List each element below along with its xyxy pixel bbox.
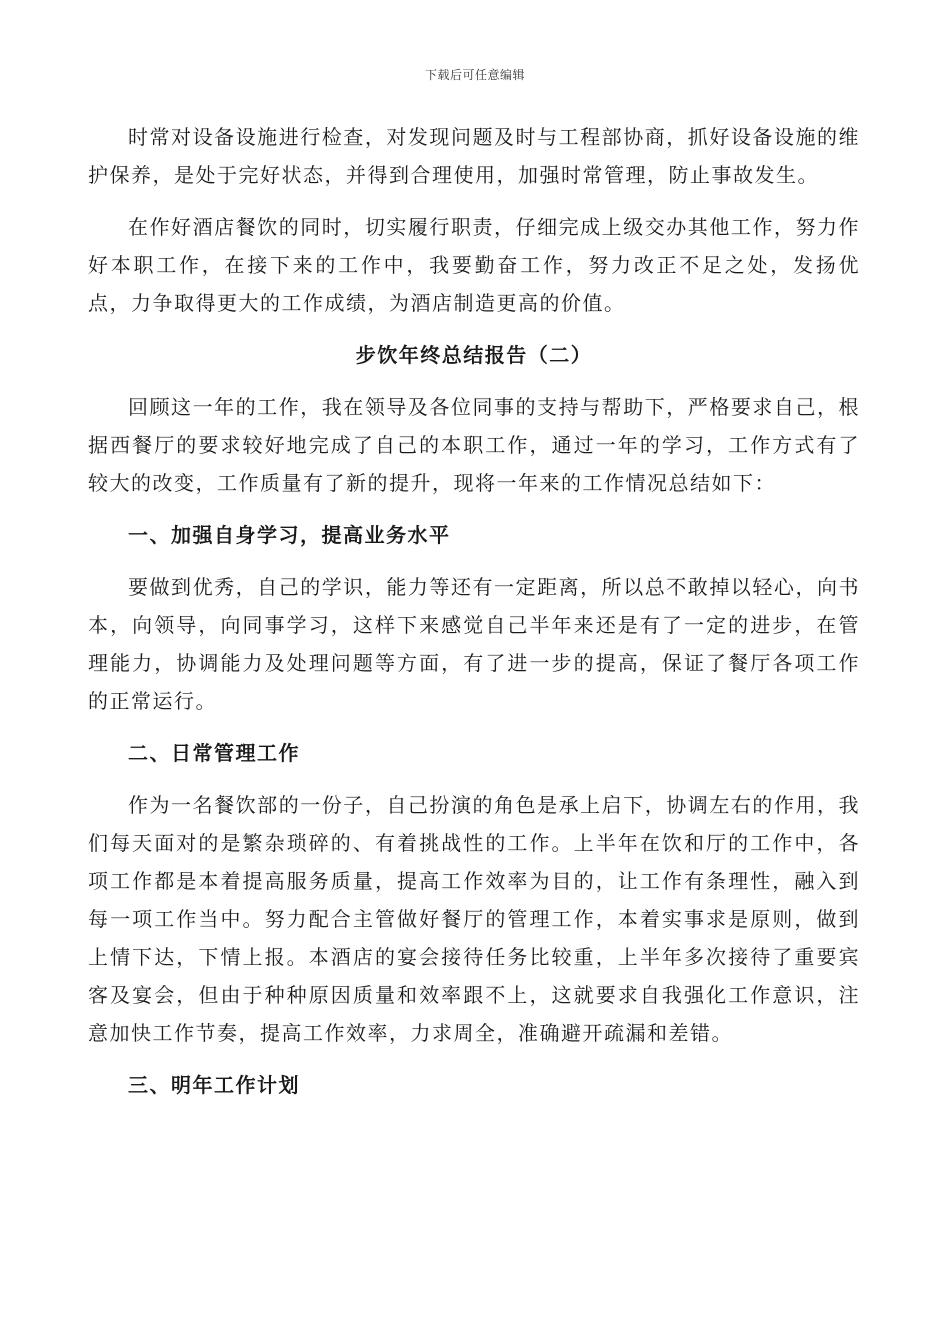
section-heading-next-year-plan: 三、明年工作计划 xyxy=(128,1073,300,1097)
section-heading-daily-management: 二、日常管理工作 xyxy=(128,741,300,765)
report-title: 步饮年终总结报告（二） xyxy=(355,343,593,367)
paragraph-study: 要做到优秀，自己的学识，能力等还有一定距离，所以总不敢掉以轻心，向书本，向领导，向同事学习，这样下来感觉自己半年来还是有了一定的进步，在管理能力，协调能力及处理问题等方面，有了进一步的提高，保证了餐厅各项工作的正常运行。 xyxy=(88,575,860,713)
section-heading-study: 一、加强自身学习，提高业务水平 xyxy=(128,523,451,547)
paragraph-equipment-maintenance: 时常对设备设施进行检查，对发现问题及时与工程部协商，抓好设备设施的维护保养，是处于完好状态，并得到合理使用，加强时常管理，防止事故发生。 xyxy=(88,125,860,187)
document-body xyxy=(88,118,860,1118)
paragraph-review: 回顾这一年的工作，我在领导及各位同事的支持与帮助下，严格要求自己，根据西餐厅的要求较好地完成了自己的本职工作，通过一年的学习，工作方式有了较大的改变，工作质量有了新的提升，现将一年来的工作情况总结如下： xyxy=(88,395,860,495)
paragraph-daily-management: 作为一名餐饮部的一份子，自己扮演的角色是承上启下，协调左右的作用，我们每天面对的是繁杂琐碎的、有着挑战性的工作。上半年在饮和厅的工作中，各项工作都是本着提高服务质量，提高工作效率为目的，让工作有条理性，融入到每一项工作当中。努力配合主管做好餐厅的管理工作，本着实事求是原则，做到上情下达，下情上报。本酒店的宴会接待任务比较重，上半年多次接待了重要宾客及宴会，但由于种种原因质量和效率跟不上，这就要求自我强化工作意识，注意加快工作节奏，提高工作效率，力求周全，准确避开疏漏和差错。 xyxy=(88,793,860,1045)
page-header: 下载后可任意编辑 xyxy=(424,68,525,82)
paragraph-duties: 在作好酒店餐饮的同时，切实履行职责，仔细完成上级交办其他工作，努力作好本职工作，在接下来的工作中，我要勤奋工作，努力改正不足之处，发扬优点，力争取得更大的工作成绩，为酒店制造更高的价值。 xyxy=(88,215,860,315)
